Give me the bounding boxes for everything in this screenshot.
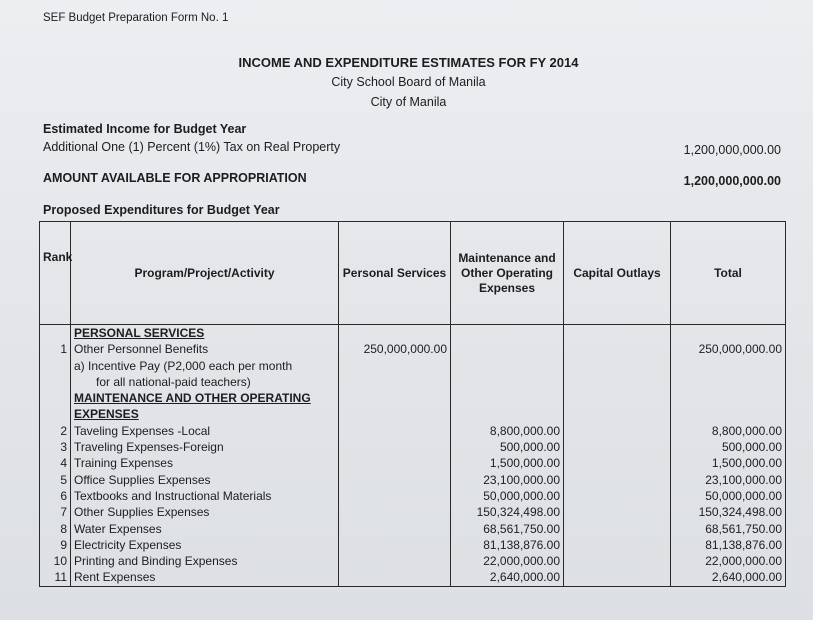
table-row <box>40 569 786 586</box>
program-cell: Electricity Expenses <box>71 537 339 553</box>
capital-outlays-header: Capital Outlays <box>564 222 671 325</box>
table-row <box>40 472 786 488</box>
total-cell: 1,500,000.00 <box>671 455 786 471</box>
mooe-cell: 68,561,750.00 <box>451 521 564 537</box>
table-header-row <box>40 222 786 325</box>
table-row <box>40 439 786 455</box>
document-title: INCOME AND EXPENDITURE ESTIMATES FOR FY 2014 <box>238 55 579 70</box>
mooe-cell: 8,800,000.00 <box>451 423 564 439</box>
program-cell: Textbooks and Instructional Materials <box>71 488 339 504</box>
expenditures-table <box>39 221 786 587</box>
rank-cell: 7 <box>40 504 71 520</box>
city-name: City of Manila <box>370 95 447 109</box>
total-cell: 500,000.00 <box>671 439 786 455</box>
total-cell: 23,100,000.00 <box>671 472 786 488</box>
program-cell: Water Expenses <box>71 521 339 537</box>
total-header: Total <box>671 222 786 325</box>
program-cell: Office Supplies Expenses <box>71 472 339 488</box>
total-cell: 250,000,000.00 <box>671 341 786 357</box>
program-cell: Traveling Expenses-Foreign <box>71 439 339 455</box>
expenditures-heading: Proposed Expenditures for Budget Year <box>43 203 280 217</box>
total-cell: 22,000,000.00 <box>671 553 786 569</box>
income-heading: Estimated Income for Budget Year <box>43 122 247 136</box>
total-cell: 81,138,876.00 <box>671 537 786 553</box>
available-amount: 1,200,000,000.00 <box>683 174 781 188</box>
income-item-amount: 1,200,000,000.00 <box>683 143 781 157</box>
rank-cell: 8 <box>40 521 71 537</box>
rank-header: Rank <box>40 222 71 325</box>
rank-cell: 11 <box>40 569 71 586</box>
table-row <box>40 374 786 390</box>
rank-cell: 9 <box>40 537 71 553</box>
program-subline: for all national-paid teachers) <box>96 374 251 389</box>
mooe-header: Maintenance and Other Operating Expenses <box>451 222 564 325</box>
table-row <box>40 423 786 439</box>
income-item-label: Additional One (1) Percent (1%) Tax on Real Property <box>43 140 341 154</box>
mooe-cell: 2,640,000.00 <box>451 569 564 586</box>
rank-cell: 5 <box>40 472 71 488</box>
program-cell: Other Personnel Benefits <box>71 341 339 357</box>
table-row <box>40 537 786 553</box>
section-row <box>40 406 786 422</box>
rank-cell: 6 <box>40 488 71 504</box>
personal-services-cell: 250,000,000.00 <box>339 341 451 357</box>
program-cell: Rent Expenses <box>71 569 339 586</box>
table-row <box>40 455 786 471</box>
table-row <box>40 358 786 374</box>
mooe-cell: 150,324,498.00 <box>451 504 564 520</box>
section-mooe-cont: EXPENSES <box>74 407 139 422</box>
rank-cell: 3 <box>40 439 71 455</box>
table-row <box>40 553 786 569</box>
rank-cell: 4 <box>40 455 71 471</box>
mooe-cell: 81,138,876.00 <box>451 537 564 553</box>
section-row <box>40 325 786 342</box>
available-label: AMOUNT AVAILABLE FOR APPROPRIATION <box>43 171 307 185</box>
program-subline: a) Incentive Pay (P2,000 each per month <box>71 358 339 374</box>
program-cell: Other Supplies Expenses <box>71 504 339 520</box>
section-mooe: MAINTENANCE AND OTHER OPERATING <box>74 391 311 406</box>
mooe-cell: 500,000.00 <box>451 439 564 455</box>
mooe-cell: 22,000,000.00 <box>451 553 564 569</box>
rank-cell: 10 <box>40 553 71 569</box>
program-cell: Training Expenses <box>71 455 339 471</box>
total-cell: 50,000,000.00 <box>671 488 786 504</box>
total-cell: 2,640,000.00 <box>671 569 786 586</box>
mooe-cell: 1,500,000.00 <box>451 455 564 471</box>
program-cell: Taveling Expenses -Local <box>71 423 339 439</box>
table-row <box>40 488 786 504</box>
form-label: SEF Budget Preparation Form No. 1 <box>43 12 229 24</box>
total-cell: 8,800,000.00 <box>671 423 786 439</box>
section-personal-services: PERSONAL SERVICES <box>74 326 205 340</box>
board-name: City School Board of Manila <box>331 75 486 89</box>
mooe-cell: 23,100,000.00 <box>451 472 564 488</box>
rank-cell: 2 <box>40 423 71 439</box>
program-cell: Printing and Binding Expenses <box>71 553 339 569</box>
mooe-cell: 50,000,000.00 <box>451 488 564 504</box>
table-row <box>40 504 786 520</box>
table-row <box>40 341 786 357</box>
section-row <box>40 390 786 406</box>
rank-cell: 1 <box>40 341 71 357</box>
total-cell: 150,324,498.00 <box>671 504 786 520</box>
personal-services-header: Personal Services <box>339 222 451 325</box>
total-cell: 68,561,750.00 <box>671 521 786 537</box>
program-header: Program/Project/Activity <box>71 222 339 325</box>
table-row <box>40 521 786 537</box>
